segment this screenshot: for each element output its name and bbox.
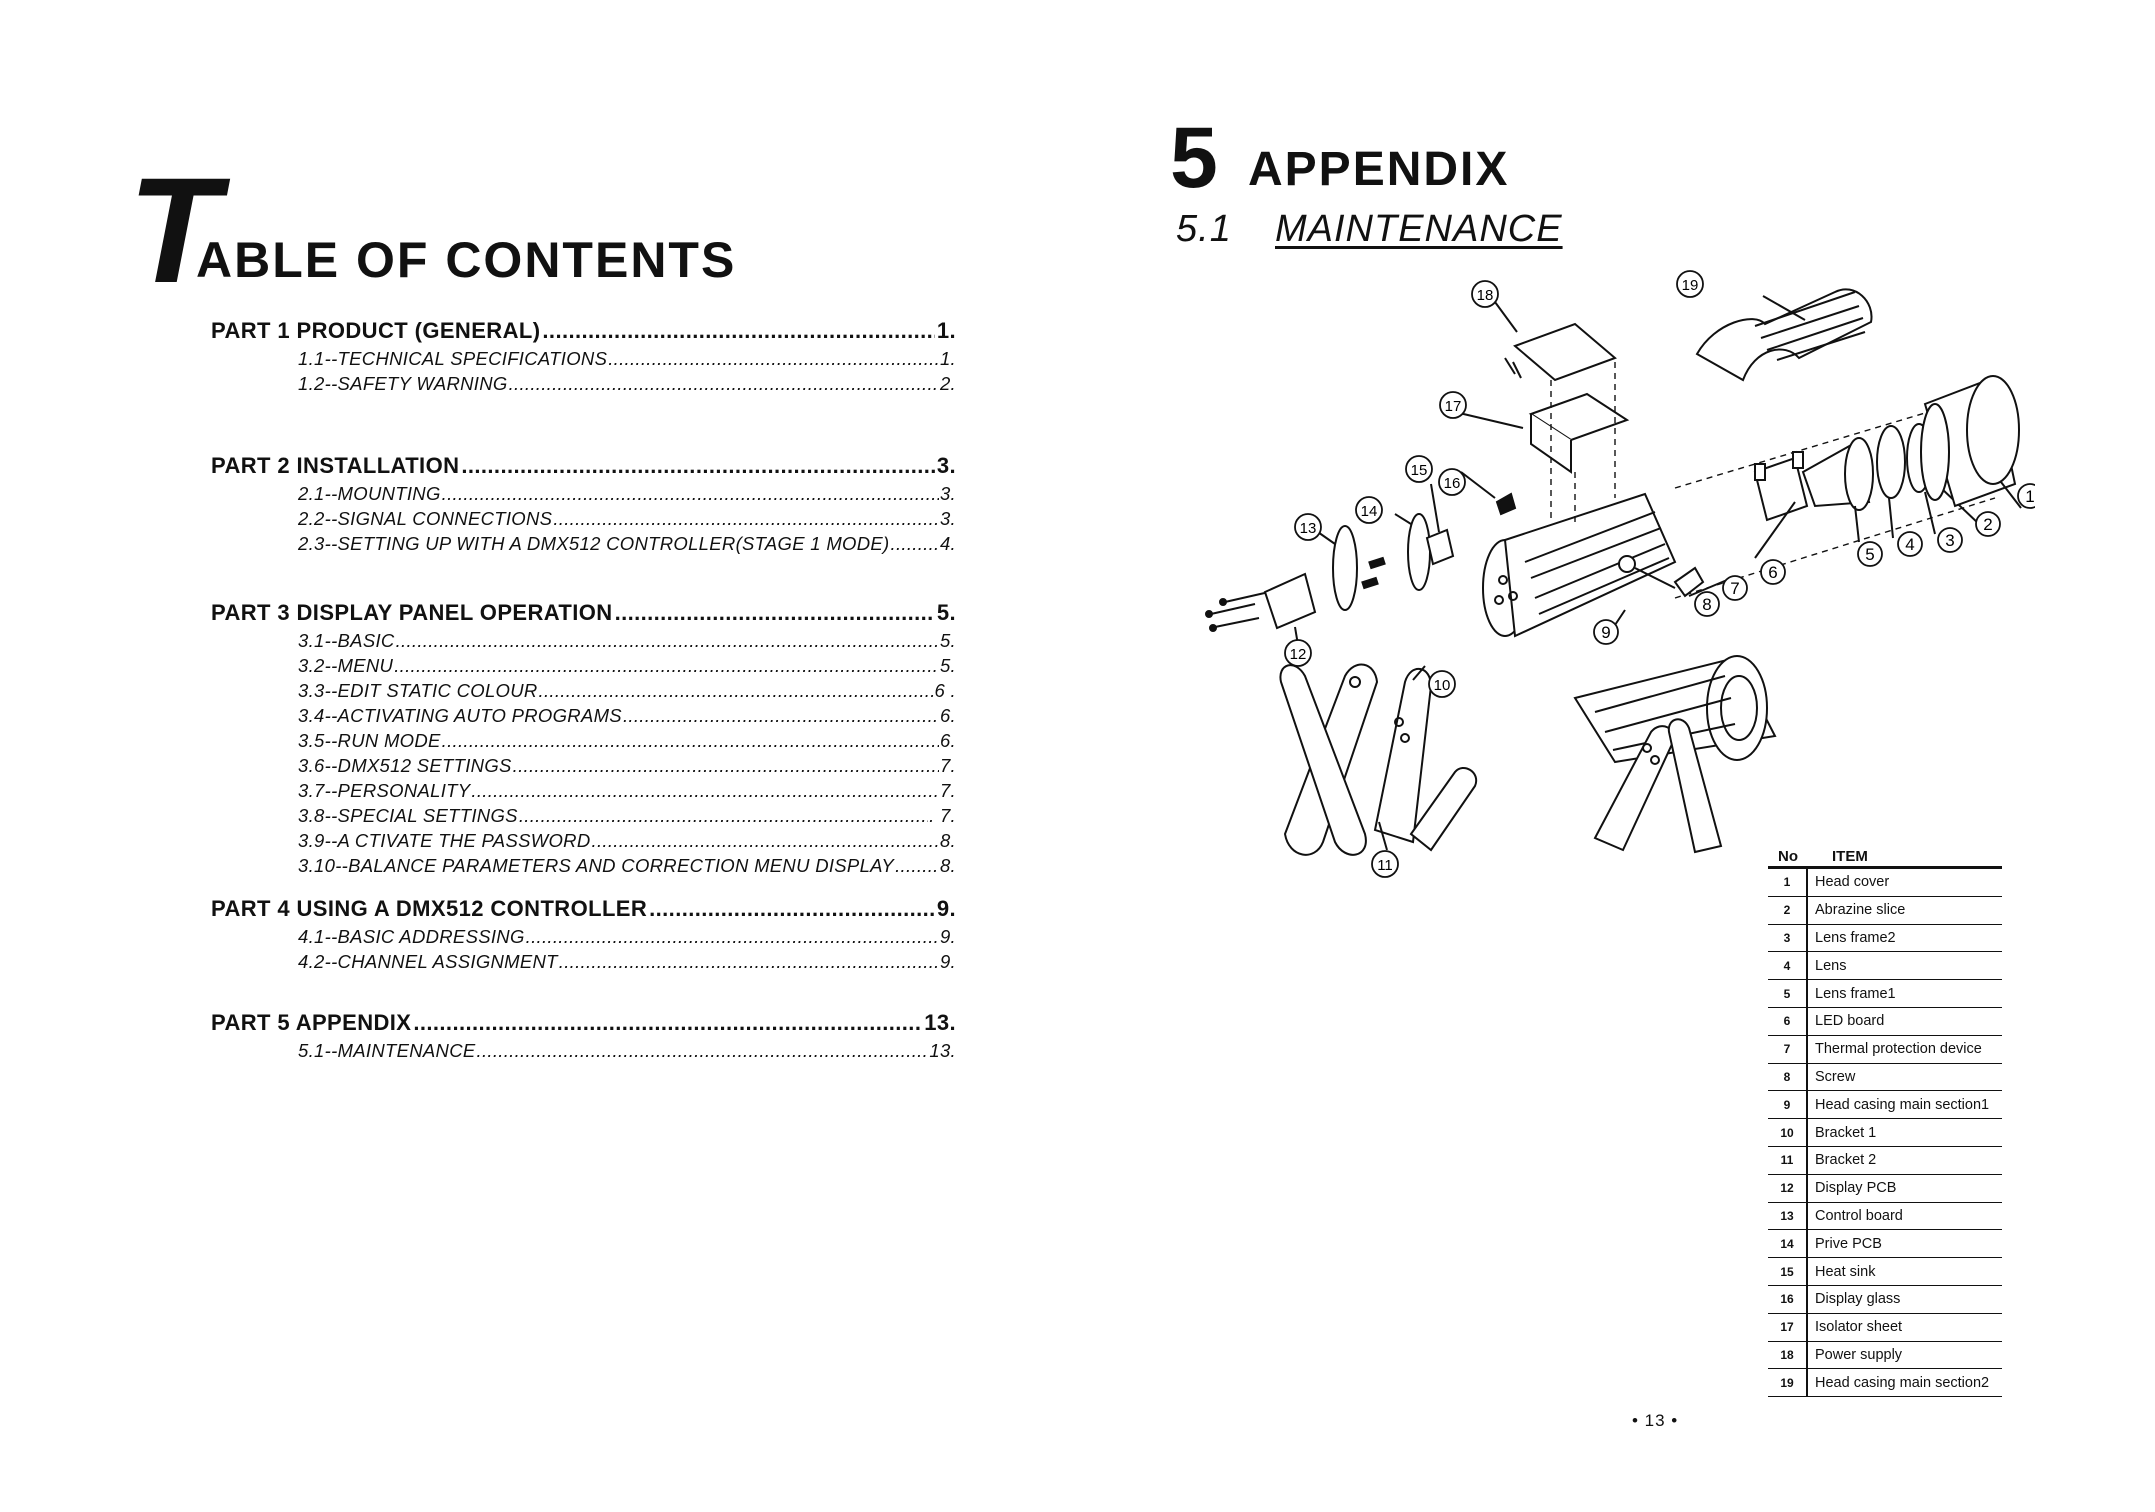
head-cover-part bbox=[1921, 376, 2021, 508]
section-number: 5.1 bbox=[1176, 208, 1232, 250]
part-name-cell: Bracket 2 bbox=[1815, 1152, 1877, 1169]
part-number-cell: 4 bbox=[1768, 952, 1808, 979]
part-name-cell: Head cover bbox=[1815, 874, 1890, 891]
chapter-number: 5 bbox=[1170, 110, 1218, 206]
toc-entry-title: 1.2--SAFETY WARNING bbox=[298, 373, 508, 394]
dot-leader bbox=[623, 705, 939, 727]
table-row bbox=[1768, 897, 2002, 925]
callout-label: 15 bbox=[1410, 462, 1428, 479]
head-casing-main-section2 bbox=[1697, 289, 1872, 380]
callout-4 bbox=[1898, 532, 1922, 556]
toc-part-entry[interactable] bbox=[211, 1010, 956, 1040]
dot-leader bbox=[615, 600, 935, 626]
dot-leader bbox=[649, 896, 935, 922]
callout-label: 12 bbox=[1289, 646, 1307, 663]
callout-label: 8 bbox=[1702, 595, 1712, 614]
dot-leader bbox=[891, 533, 939, 555]
toc-entry-page: . 7. bbox=[929, 805, 956, 826]
dot-leader bbox=[442, 483, 939, 505]
part-name-cell: Head casing main section2 bbox=[1815, 1374, 1990, 1391]
callout-label: 5 bbox=[1865, 545, 1875, 564]
toc-entry-title: 3.4--ACTIVATING AUTO PROGRAMS bbox=[298, 705, 622, 726]
toc-entry-title: 3.9--A CTIVATE THE PASSWORD bbox=[298, 830, 591, 851]
callout-12 bbox=[1285, 640, 1311, 666]
callout-label: 6 bbox=[1768, 563, 1778, 582]
toc-entry-page: 8. bbox=[939, 855, 956, 876]
callout-label: 18 bbox=[1476, 287, 1494, 304]
toc-entry-title: 3.3--EDIT STATIC COLOUR bbox=[298, 680, 538, 701]
section-title: MAINTENANCE bbox=[1275, 208, 1563, 250]
drive-pcb-part bbox=[1408, 514, 1430, 590]
part-number-cell: 17 bbox=[1768, 1314, 1808, 1341]
head-casing-main-section1 bbox=[1483, 494, 1675, 636]
callout-label: 13 bbox=[1299, 520, 1317, 537]
table-row bbox=[1768, 1258, 2002, 1286]
callout-8 bbox=[1695, 592, 1719, 616]
callout-13 bbox=[1295, 514, 1321, 540]
toc-entry-page: 1. bbox=[939, 348, 956, 369]
toc-entry[interactable] bbox=[298, 951, 956, 976]
toc-part bbox=[211, 600, 956, 880]
toc-part-page: 1. bbox=[936, 318, 956, 343]
part-number-cell: 6 bbox=[1768, 1008, 1808, 1035]
part-name-cell: LED board bbox=[1815, 1013, 1885, 1030]
toc-part bbox=[211, 896, 956, 976]
callout-17 bbox=[1440, 392, 1466, 418]
toc-entry[interactable] bbox=[298, 1040, 956, 1065]
callout-19 bbox=[1677, 271, 1703, 297]
part-number-cell: 12 bbox=[1768, 1175, 1808, 1202]
dot-leader bbox=[477, 1040, 929, 1062]
dot-leader bbox=[394, 655, 939, 677]
dot-leader bbox=[513, 755, 939, 777]
toc-entry[interactable] bbox=[298, 730, 956, 755]
rear-screws bbox=[1206, 592, 1269, 631]
callout-7 bbox=[1723, 576, 1747, 600]
callout-1 bbox=[2018, 484, 2035, 508]
callout-6 bbox=[1761, 560, 1785, 584]
exploded-view-diagram bbox=[1195, 262, 2035, 902]
part-number-cell: 10 bbox=[1768, 1119, 1808, 1146]
part-number-cell: 18 bbox=[1768, 1342, 1808, 1369]
toc-entry-page: 9. bbox=[939, 926, 956, 947]
toc-part bbox=[211, 318, 956, 398]
toc-entry-title: 2.3--SETTING UP WITH A DMX512 CONTROLLER(STAGE 1 MODE) bbox=[298, 533, 890, 554]
part-number-cell: 14 bbox=[1768, 1230, 1808, 1257]
table-row bbox=[1768, 1230, 2002, 1258]
callout-10 bbox=[1429, 671, 1455, 697]
part-number-cell: 13 bbox=[1768, 1203, 1808, 1230]
callout-11 bbox=[1372, 851, 1398, 877]
callout-label: 17 bbox=[1444, 398, 1462, 415]
dot-leader bbox=[461, 453, 934, 479]
toc-entry-title: 3.1--BASIC bbox=[298, 630, 395, 651]
callout-label: 11 bbox=[1377, 857, 1393, 874]
toc-entry-page: 13. bbox=[929, 1040, 956, 1061]
table-row bbox=[1768, 925, 2002, 953]
isolator-sheet-part bbox=[1455, 394, 1627, 472]
column-header-item: ITEM bbox=[1832, 848, 1868, 865]
callout-3 bbox=[1938, 528, 1962, 552]
chapter-title: APPENDIX bbox=[1248, 143, 1510, 196]
toc-part-page: 9. bbox=[936, 896, 956, 921]
toc-entry-page: 3. bbox=[939, 483, 956, 504]
toc-entry[interactable] bbox=[298, 780, 956, 805]
table-row bbox=[1768, 1119, 2002, 1147]
part-name-cell: Bracket 1 bbox=[1815, 1124, 1877, 1141]
parts-table bbox=[1768, 848, 2002, 1397]
column-header-no: No bbox=[1778, 848, 1798, 865]
callout-16 bbox=[1439, 469, 1465, 495]
toc-entry-title: 4.2--CHANNEL ASSIGNMENT bbox=[298, 951, 558, 972]
toc-entry[interactable] bbox=[298, 926, 956, 951]
dot-leader bbox=[471, 780, 939, 802]
toc-part-entry[interactable] bbox=[211, 600, 956, 630]
dot-leader bbox=[592, 830, 934, 852]
table-row bbox=[1768, 1064, 2002, 1092]
toc-entry-page: 2. bbox=[939, 373, 956, 394]
callout-18 bbox=[1472, 281, 1498, 307]
dot-leader bbox=[559, 951, 939, 973]
callout-label: 14 bbox=[1360, 503, 1378, 520]
toc-entry-title: 5.1--MAINTENANCE bbox=[298, 1040, 476, 1061]
table-row bbox=[1768, 1175, 2002, 1203]
part-number-cell: 5 bbox=[1768, 980, 1808, 1007]
table-row bbox=[1768, 1203, 2002, 1231]
part-name-cell: Lens frame2 bbox=[1815, 929, 1896, 946]
toc-entry-title: 4.1--BASIC ADDRESSING bbox=[298, 926, 525, 947]
toc-part-title: PART 5 APPENDIX bbox=[211, 1010, 412, 1035]
callout-label: 2 bbox=[1983, 515, 1993, 534]
dot-leader bbox=[895, 855, 939, 877]
toc-part bbox=[211, 1010, 956, 1065]
callout-label: 19 bbox=[1681, 277, 1699, 294]
toc-part-entry[interactable] bbox=[211, 896, 956, 926]
toc-entry-title: 1.1--TECHNICAL SPECIFICATIONS bbox=[298, 348, 608, 369]
dot-leader bbox=[542, 318, 934, 344]
part-name-cell: Lens bbox=[1815, 957, 1847, 974]
heat-sink-part bbox=[1427, 530, 1453, 564]
toc-part-page: 5. bbox=[936, 600, 956, 625]
lens-parts bbox=[1803, 426, 1905, 542]
part-number-cell: 19 bbox=[1768, 1369, 1808, 1396]
toc-entry-page: 4. bbox=[939, 533, 956, 554]
toc-entry-title: 3.8--SPECIAL SETTINGS bbox=[298, 805, 518, 826]
parts-table-body bbox=[1768, 869, 2002, 1397]
page-number: • 13 • bbox=[1632, 1411, 1679, 1430]
toc-entry[interactable] bbox=[298, 483, 956, 508]
toc-entry-title: 3.5--RUN MODE bbox=[298, 730, 441, 751]
toc-part-title: PART 4 USING A DMX512 CONTROLLER bbox=[211, 896, 648, 921]
toc-entry-page: 7. bbox=[939, 780, 956, 801]
callout-label: 10 bbox=[1433, 677, 1451, 694]
table-row bbox=[1768, 952, 2002, 980]
toc-entry[interactable] bbox=[298, 755, 956, 780]
toc-heading-initial: T bbox=[128, 146, 216, 314]
part-number-cell: 11 bbox=[1768, 1147, 1808, 1174]
part-name-cell: Lens frame1 bbox=[1815, 985, 1896, 1002]
toc-part-title: PART 2 INSTALLATION bbox=[211, 453, 460, 478]
callout-15 bbox=[1406, 456, 1432, 482]
toc-entry[interactable] bbox=[298, 655, 956, 680]
part-name-cell: Control board bbox=[1815, 1207, 1903, 1224]
callout-label: 7 bbox=[1730, 579, 1740, 598]
dot-leader bbox=[519, 805, 928, 827]
toc-part-title: PART 3 DISPLAY PANEL OPERATION bbox=[211, 600, 613, 625]
table-row bbox=[1768, 1342, 2002, 1370]
toc-entry-page: 6 . bbox=[934, 680, 956, 701]
toc-entry-title: 3.6--DMX512 SETTINGS bbox=[298, 755, 512, 776]
part-name-cell: Isolator sheet bbox=[1815, 1319, 1903, 1336]
dot-leader bbox=[396, 630, 939, 652]
callout-5 bbox=[1858, 542, 1882, 566]
callout-label: 9 bbox=[1601, 623, 1611, 642]
part-number-cell: 2 bbox=[1768, 897, 1808, 924]
toc-part-title: PART 1 PRODUCT (GENERAL) bbox=[211, 318, 541, 343]
table-row bbox=[1768, 1147, 2002, 1175]
toc-entry-title: 3.2--MENU bbox=[298, 655, 394, 676]
toc-entry-page: 3. bbox=[939, 508, 956, 529]
part-name-cell: Thermal protection device bbox=[1815, 1041, 1982, 1058]
power-supply-part bbox=[1495, 262, 1615, 380]
toc-part-entry[interactable] bbox=[211, 453, 956, 483]
table-row bbox=[1768, 1008, 2002, 1036]
callout-label: 16 bbox=[1443, 475, 1461, 492]
toc-part-page: 3. bbox=[936, 453, 956, 478]
table-row bbox=[1768, 1369, 2002, 1397]
part-name-cell: Display PCB bbox=[1815, 1180, 1897, 1197]
part-number-cell: 1 bbox=[1768, 869, 1808, 896]
part-number-cell: 15 bbox=[1768, 1258, 1808, 1285]
dot-leader bbox=[413, 1010, 922, 1036]
toc-entry[interactable] bbox=[298, 373, 956, 398]
table-row bbox=[1768, 980, 2002, 1008]
toc-part-entry[interactable] bbox=[211, 318, 956, 348]
callout-14 bbox=[1356, 497, 1382, 523]
callout-label: 4 bbox=[1905, 535, 1915, 554]
toc-part bbox=[211, 453, 956, 558]
toc-entry-title: 3.10--BALANCE PARAMETERS AND CORRECTION MENU DISPLAY bbox=[298, 855, 895, 876]
toc-heading-text: ABLE OF CONTENTS bbox=[196, 232, 737, 288]
part-name-cell: Power supply bbox=[1815, 1346, 1903, 1363]
toc-entry-page: 6. bbox=[939, 730, 956, 751]
dot-leader bbox=[539, 680, 934, 702]
toc-entry-title: 2.2--SIGNAL CONNECTIONS bbox=[298, 508, 553, 529]
dot-leader bbox=[553, 508, 939, 530]
part-name-cell: Abrazine slice bbox=[1815, 902, 1906, 919]
table-row bbox=[1768, 869, 2002, 897]
table-row bbox=[1768, 1091, 2002, 1119]
toc-entry-page: 6. bbox=[939, 705, 956, 726]
part-number-cell: 7 bbox=[1768, 1036, 1808, 1063]
callout-label: 1 bbox=[2025, 487, 2035, 506]
toc-entry-page: 9. bbox=[939, 951, 956, 972]
part-number-cell: 9 bbox=[1768, 1091, 1808, 1118]
toc-entry-page: 7. bbox=[939, 755, 956, 776]
toc-entry[interactable] bbox=[298, 348, 956, 373]
toc-entry[interactable] bbox=[298, 830, 956, 855]
part-number-cell: 8 bbox=[1768, 1064, 1808, 1091]
toc-entry[interactable] bbox=[298, 855, 956, 880]
part-name-cell: Display glass bbox=[1815, 1291, 1901, 1308]
dot-leader bbox=[526, 926, 939, 948]
led-board-part bbox=[1755, 452, 1807, 558]
dot-leader bbox=[608, 348, 939, 370]
callout-2 bbox=[1976, 512, 2000, 536]
toc-heading bbox=[128, 146, 828, 314]
toc-entry[interactable] bbox=[298, 508, 956, 533]
part-name-cell: Heat sink bbox=[1815, 1263, 1876, 1280]
dot-leader bbox=[442, 730, 939, 752]
table-row bbox=[1768, 1286, 2002, 1314]
control-board-part bbox=[1333, 526, 1357, 610]
toc-entry-title: 3.7--PERSONALITY bbox=[298, 780, 471, 801]
part-number-cell: 3 bbox=[1768, 925, 1808, 952]
toc-entry-page: 5. bbox=[939, 630, 956, 651]
display-pcb-part bbox=[1265, 574, 1315, 628]
toc-entry[interactable] bbox=[298, 533, 956, 558]
part-name-cell: Head casing main section1 bbox=[1815, 1096, 1990, 1113]
part-number-cell: 16 bbox=[1768, 1286, 1808, 1313]
toc-entry-page: .8. bbox=[934, 830, 956, 851]
toc-entry[interactable] bbox=[298, 705, 956, 730]
parts-table-header bbox=[1768, 848, 2002, 869]
callout-label: 3 bbox=[1945, 531, 1955, 550]
toc-part-page: 13. bbox=[924, 1010, 956, 1035]
table-row bbox=[1768, 1314, 2002, 1342]
toc-entry[interactable] bbox=[298, 805, 956, 830]
toc-entry[interactable] bbox=[298, 630, 956, 655]
part-name-cell: Prive PCB bbox=[1815, 1235, 1882, 1252]
table-row bbox=[1768, 1036, 2002, 1064]
callout-9 bbox=[1594, 620, 1618, 644]
dot-leader bbox=[509, 373, 939, 395]
assembled-fixture bbox=[1575, 656, 1775, 852]
part-name-cell: Screw bbox=[1815, 1068, 1856, 1085]
toc-entry-page: 5. bbox=[939, 655, 956, 676]
toc-entry-title: 2.1--MOUNTING bbox=[298, 483, 441, 504]
toc-entry[interactable] bbox=[298, 680, 956, 705]
